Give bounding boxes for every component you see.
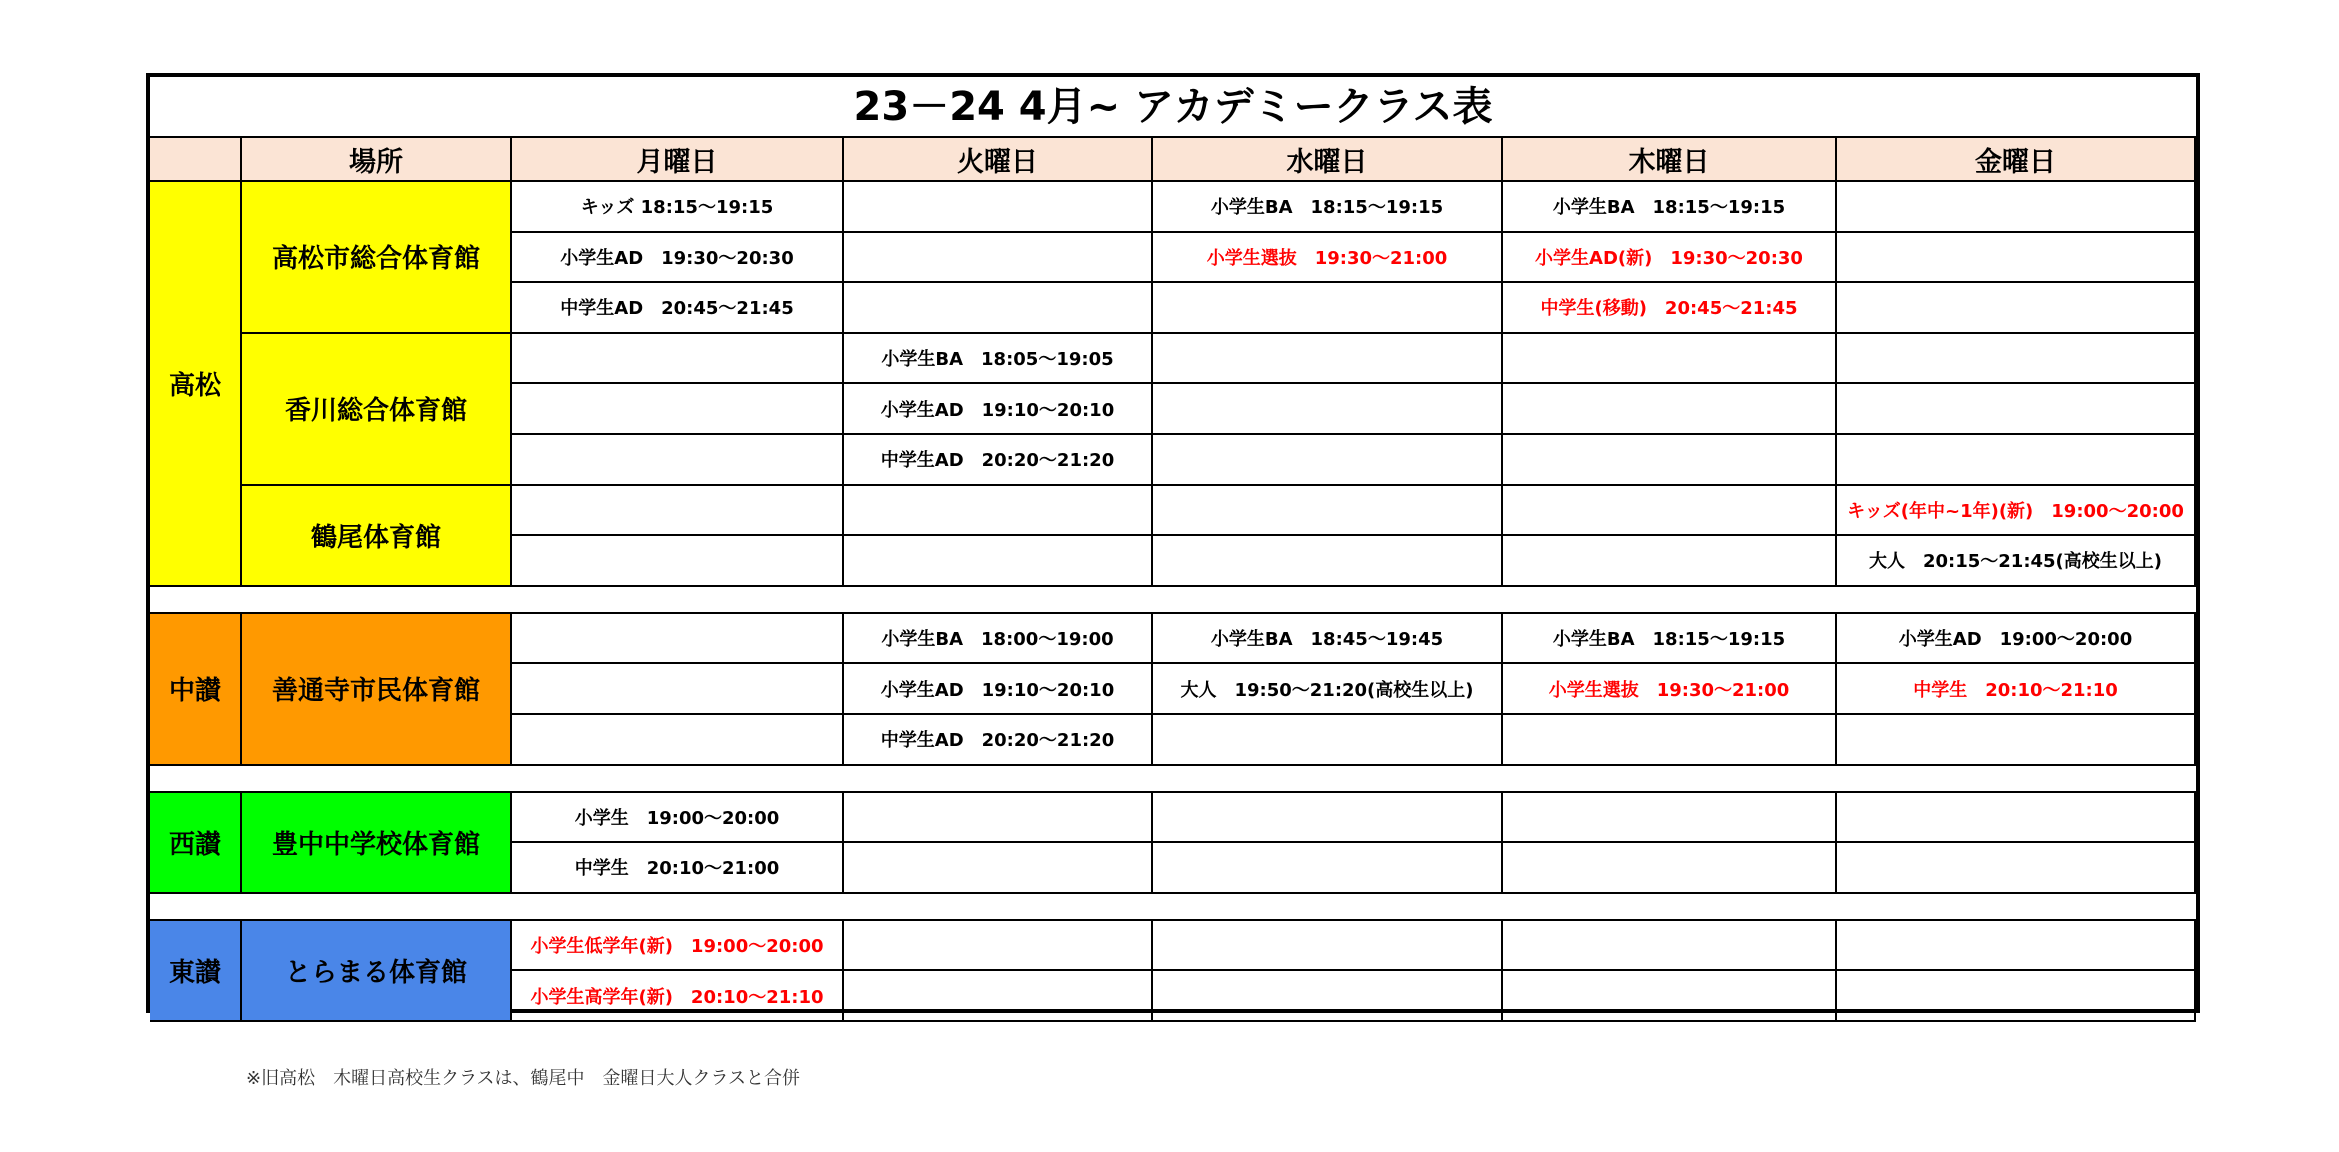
class-slot	[1153, 715, 1503, 766]
class-slot	[844, 793, 1153, 844]
class-slot	[1503, 971, 1837, 1022]
class-slot	[1503, 843, 1837, 894]
venue-name: とらまる体育館	[242, 921, 512, 1022]
class-slot	[1153, 536, 1503, 587]
class-slot	[1837, 334, 2196, 385]
class-slot	[1153, 486, 1503, 537]
class-slot	[844, 536, 1153, 587]
class-slot	[512, 486, 844, 537]
class-slot	[1837, 843, 2196, 894]
class-slot	[512, 334, 844, 385]
class-slot: 小学生AD 19:30～20:30	[512, 233, 844, 284]
class-slot	[1837, 435, 2196, 486]
class-slot	[1837, 921, 2196, 972]
header-corner	[150, 138, 242, 182]
class-slot	[512, 384, 844, 435]
class-slot: 中学生AD 20:20～21:20	[844, 435, 1153, 486]
class-slot: 小学生選抜 19:30～21:00	[1503, 664, 1837, 715]
class-slot: キッズ 18:15～19:15	[512, 182, 844, 233]
header-day: 水曜日	[1153, 138, 1503, 182]
class-slot: 小学生AD 19:00～20:00	[1837, 614, 2196, 665]
class-slot	[1153, 843, 1503, 894]
class-slot	[1153, 921, 1503, 972]
class-slot	[512, 614, 844, 665]
class-slot: 小学生BA 18:00～19:00	[844, 614, 1153, 665]
class-slot	[1503, 793, 1837, 844]
class-slot	[1503, 921, 1837, 972]
class-slot	[512, 435, 844, 486]
venue-name: 高松市総合体育館	[242, 182, 512, 334]
class-slot: 小学生AD 19:10～20:10	[844, 664, 1153, 715]
class-slot: 小学生BA 18:05～19:05	[844, 334, 1153, 385]
class-slot: 小学生BA 18:45～19:45	[1153, 614, 1503, 665]
class-slot	[844, 971, 1153, 1022]
class-slot: 小学生選抜 19:30～21:00	[1153, 233, 1503, 284]
class-slot	[1153, 971, 1503, 1022]
venue-name: 香川総合体育館	[242, 334, 512, 486]
footnote: ※旧高松 木曜日高校生クラスは、鶴尾中 金曜日大人クラスと合併	[246, 1068, 800, 1089]
venue-name: 豊中中学校体育館	[242, 793, 512, 894]
region-name: 西讃	[150, 793, 242, 894]
class-slot	[1503, 435, 1837, 486]
class-slot	[1837, 283, 2196, 334]
class-slot	[1837, 233, 2196, 284]
class-slot	[1153, 793, 1503, 844]
class-slot	[1503, 715, 1837, 766]
class-slot: 中学生AD 20:20～21:20	[844, 715, 1153, 766]
class-slot: 小学生AD(新) 19:30～20:30	[1503, 233, 1837, 284]
region-separator	[150, 894, 2196, 921]
region-separator	[150, 766, 2196, 793]
class-slot	[1837, 793, 2196, 844]
header-day: 金曜日	[1837, 138, 2196, 182]
class-slot: キッズ(年中~1年)(新) 19:00～20:00	[1837, 486, 2196, 537]
class-slot	[512, 664, 844, 715]
class-slot: 小学生AD 19:10～20:10	[844, 384, 1153, 435]
class-slot: 小学生BA 18:15～19:15	[1503, 182, 1837, 233]
class-slot	[1837, 182, 2196, 233]
class-slot	[1837, 384, 2196, 435]
header-day: 月曜日	[512, 138, 844, 182]
class-slot	[844, 843, 1153, 894]
class-slot	[1153, 435, 1503, 486]
class-slot	[1837, 971, 2196, 1022]
class-slot	[844, 233, 1153, 284]
class-slot: 中学生 20:10～21:10	[1837, 664, 2196, 715]
region-name: 中讃	[150, 614, 242, 766]
venue-name: 善通寺市民体育館	[242, 614, 512, 766]
class-slot	[1503, 334, 1837, 385]
class-slot	[844, 921, 1153, 972]
class-slot: 小学生BA 18:15～19:15	[1153, 182, 1503, 233]
class-slot	[512, 715, 844, 766]
class-slot: 小学生BA 18:15～19:15	[1503, 614, 1837, 665]
class-slot	[844, 486, 1153, 537]
header-place: 場所	[242, 138, 512, 182]
class-slot	[844, 182, 1153, 233]
class-slot: 大人 20:15～21:45(高校生以上)	[1837, 536, 2196, 587]
class-slot	[1153, 334, 1503, 385]
class-slot	[512, 536, 844, 587]
region-name: 東讃	[150, 921, 242, 1022]
class-slot: 小学生高学年(新) 20:10～21:10	[512, 971, 844, 1022]
class-slot	[1503, 536, 1837, 587]
class-slot	[1503, 486, 1837, 537]
class-slot: 中学生AD 20:45～21:45	[512, 283, 844, 334]
class-slot: 小学生 19:00～20:00	[512, 793, 844, 844]
class-slot	[1153, 384, 1503, 435]
class-slot: 大人 19:50～21:20(高校生以上)	[1153, 664, 1503, 715]
header-day: 木曜日	[1503, 138, 1837, 182]
class-slot: 中学生(移動) 20:45～21:45	[1503, 283, 1837, 334]
class-slot	[1153, 283, 1503, 334]
region-separator	[150, 587, 2196, 614]
class-slot: 小学生低学年(新) 19:00～20:00	[512, 921, 844, 972]
region-name: 高松	[150, 182, 242, 587]
header-day: 火曜日	[844, 138, 1153, 182]
class-slot: 中学生 20:10～21:00	[512, 843, 844, 894]
page-title: 23－24 4月~ アカデミークラス表	[150, 77, 2196, 138]
class-slot	[1837, 715, 2196, 766]
class-slot	[844, 283, 1153, 334]
venue-name: 鶴尾体育館	[242, 486, 512, 587]
class-slot	[1503, 384, 1837, 435]
schedule-sheet	[146, 73, 2200, 1013]
